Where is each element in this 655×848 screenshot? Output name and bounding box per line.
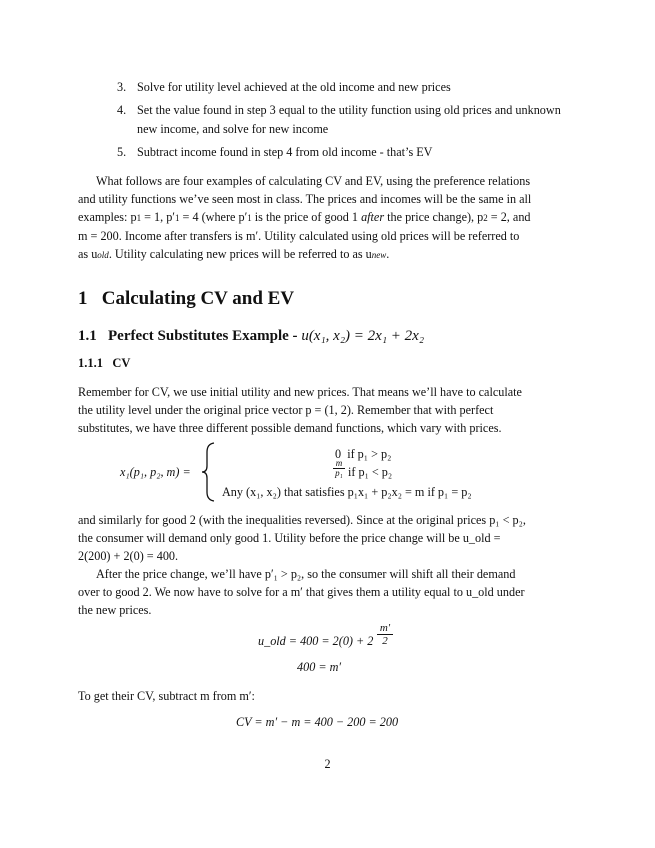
subsection-heading xyxy=(78,328,424,345)
equation-2: 400 = m′ xyxy=(297,660,342,674)
list-text: Subtract income found in step 4 from old income - that’s EV xyxy=(137,145,433,159)
subsubsection-number: 1.1.1 xyxy=(78,356,103,370)
subsection-title: Perfect Substitutes Example - xyxy=(108,328,302,344)
steps-list xyxy=(117,78,579,166)
list-item xyxy=(117,101,579,139)
case-2-fraction xyxy=(333,459,345,478)
intro-text: as u xyxy=(78,247,98,261)
page-number: 2 xyxy=(324,757,331,771)
intro-text: is the price of good 1 xyxy=(251,210,362,224)
subsection-number: 1.1 xyxy=(78,328,97,344)
intro-text: . Utility calculating new prices will be referred to as u xyxy=(108,247,372,261)
para2-line-1: and similarly for good 2 (with the inequalities reversed). Since at the original prices p₁ < p₂, xyxy=(78,513,526,527)
para1-line-1: Remember for CV, we use initial utility and new prices. That means we’ll have to calculate xyxy=(78,385,522,399)
para1-line-2: the utility level under the original price vector p = (1, 2). Remember that with perfect xyxy=(78,403,494,417)
demand-lhs: x₁(p₁, p₂, m) = xyxy=(120,465,191,479)
fraction-numerator: m xyxy=(333,459,345,469)
fraction-numerator: m′ xyxy=(377,622,393,635)
intro-line-3: examples: p1 = 1, p′1 = 4 (where p′1 is the price of good 1 after the price change), p2 = 2, and xyxy=(78,210,531,224)
intro-text: = 4 (where p′ xyxy=(179,210,248,224)
intro-text: . xyxy=(386,247,390,261)
case-1-value: 0 xyxy=(335,447,342,461)
list-text: Solve for utility level achieved at the old income and new prices xyxy=(137,80,451,94)
list-text: Set the value found in step 3 equal to the utility function using old prices and unknown new income, and solve for new income xyxy=(137,103,561,136)
fraction-denominator: 2 xyxy=(382,635,388,647)
intro-line-1: What follows are four examples of calculating CV and EV, using the preference relations xyxy=(96,174,531,188)
list-number: 5. xyxy=(117,145,127,159)
case-2-condition: if p₁ < p₂ xyxy=(348,465,393,479)
para3-line-3: the new prices. xyxy=(78,603,152,617)
equation-1-fraction xyxy=(377,622,393,647)
para4: To get their CV, subtract m from m′: xyxy=(78,689,255,703)
intro-emphasis: after xyxy=(361,210,385,224)
para2-line-2: the consumer will demand only good 1. Utility before the price change will be u_old = xyxy=(78,531,501,545)
list-item xyxy=(117,78,579,97)
left-brace-icon xyxy=(200,442,218,502)
section-heading xyxy=(78,288,294,310)
section-title: Calculating CV and EV xyxy=(101,288,295,309)
intro-text: the price change), p xyxy=(384,210,484,224)
subsubsection-title: CV xyxy=(112,356,131,370)
equation-3: CV = m′ − m = 400 − 200 = 200 xyxy=(236,715,399,729)
subsubsection-heading xyxy=(78,356,130,371)
equation-1: u_old = 400 = 2(0) + 2 xyxy=(258,634,374,648)
para3-line-1: After the price change, we’ll have p′₁ > p₂, so the consumer will shift all their demand xyxy=(96,567,516,581)
subscript: new xyxy=(371,250,387,260)
para1-line-3: substitutes, we have three different possible demand functions, which vary with prices. xyxy=(78,421,502,435)
subsection-formula: u(x₁, x₂) = 2x₁ + 2x₂ xyxy=(301,328,425,344)
subscript: old xyxy=(97,250,109,260)
fraction-denominator: p₁ xyxy=(335,468,343,478)
para3-line-2: over to good 2. We now have to solve for a m′ that gives them a utility equal to u_old under xyxy=(78,585,525,599)
intro-line-4: m = 200. Income after transfers is m′. Utility calculated using old prices will be referred to xyxy=(78,229,520,243)
case-3: Any (x₁, x₂) that satisfies p₁x₁ + p₂x₂ = m if p₁ = p₂ xyxy=(222,485,472,499)
section-number: 1 xyxy=(78,288,88,309)
list-number: 4. xyxy=(117,103,127,117)
case-1-condition: if p₁ > p₂ xyxy=(347,447,392,461)
intro-text: examples: p xyxy=(78,210,137,224)
list-number: 3. xyxy=(117,80,127,94)
para2-line-3: 2(200) + 2(0) = 400. xyxy=(78,549,179,563)
intro-text: = 2, and xyxy=(487,210,531,224)
intro-line-5 xyxy=(78,245,578,264)
list-item xyxy=(117,143,579,162)
intro-text: = 1, p′ xyxy=(141,210,175,224)
intro-line-2: and utility functions we’ve seen most in class. The prices and incomes will be the same in all xyxy=(78,192,532,206)
